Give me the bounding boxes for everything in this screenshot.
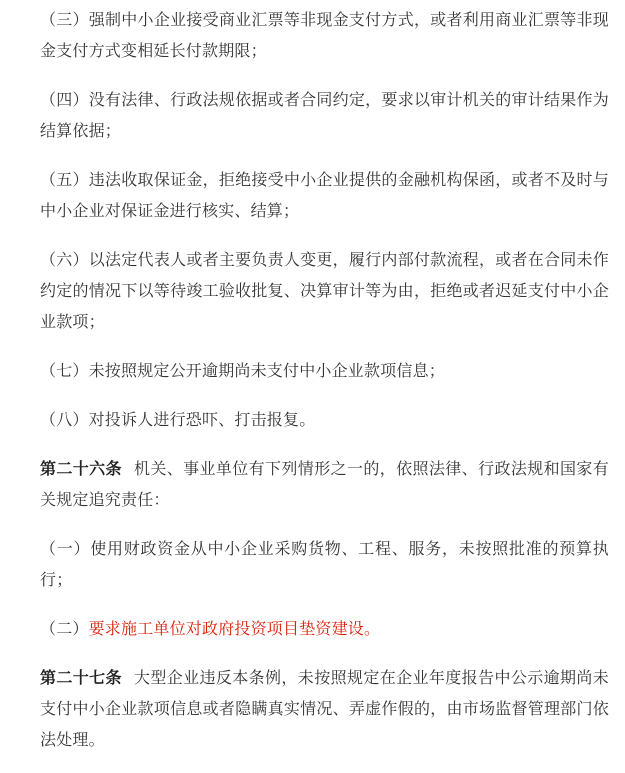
clause-number: （八） bbox=[40, 410, 89, 429]
clause-number: （五） bbox=[40, 170, 89, 189]
article-text: 大型企业违反本条例，未按照规定在企业年度报告中公示逾期尚未支付中小企业款项信息或者隐瞒真实情况、弄虚作假的，由市场监督管理部门依法处理。 bbox=[40, 668, 609, 749]
clause-4 bbox=[40, 84, 609, 146]
clause-number: （三） bbox=[40, 10, 89, 29]
clause-number: （一） bbox=[40, 539, 91, 558]
article-26-item-1 bbox=[40, 533, 609, 595]
article-26-item-2 bbox=[40, 613, 609, 644]
clause-number: （二） bbox=[40, 619, 89, 638]
article-27 bbox=[40, 662, 609, 755]
clause-5 bbox=[40, 164, 609, 226]
article-text: 机关、事业单位有下列情形之一的，依照法律、行政法规和国家有关规定追究责任： bbox=[40, 459, 609, 509]
clause-number: （七） bbox=[40, 361, 89, 380]
clause-text: 未按照规定公开逾期尚未支付中小企业款项信息； bbox=[88, 361, 446, 380]
clause-6 bbox=[40, 244, 609, 337]
article-title: 第二十六条 bbox=[40, 459, 122, 478]
clause-text: 以法定代表人或者主要负责人变更，履行内部付款流程，或者在合同未作约定的情况下以等待竣工验收批复、决算审计等为由，拒绝或者迟延支付中小企业款项； bbox=[40, 250, 609, 331]
clause-text: 使用财政资金从中小企业采购货物、工程、服务，未按照批准的预算执行； bbox=[40, 539, 610, 589]
clause-number: （六） bbox=[40, 250, 89, 269]
clause-7 bbox=[40, 355, 609, 386]
clause-number: （四） bbox=[40, 90, 89, 109]
clause-text: 违法收取保证金，拒绝接受中小企业提供的金融机构保函，或者不及时与中小企业对保证金进行核实、结算； bbox=[40, 170, 609, 220]
clause-8 bbox=[40, 404, 609, 435]
highlighted-clause-text: 要求施工单位对政府投资项目垫资建设。 bbox=[88, 619, 381, 638]
clause-3 bbox=[40, 4, 609, 66]
clause-text: 强制中小企业接受商业汇票等非现金支付方式，或者利用商业汇票等非现金支付方式变相延长付款期限； bbox=[40, 10, 609, 60]
clause-text: 没有法律、行政法规依据或者合同约定，要求以审计机关的审计结果作为结算依据； bbox=[40, 90, 609, 140]
article-title: 第二十七条 bbox=[40, 668, 122, 687]
article-26 bbox=[40, 453, 609, 515]
clause-text: 对投诉人进行恐吓、打击报复。 bbox=[88, 410, 316, 429]
